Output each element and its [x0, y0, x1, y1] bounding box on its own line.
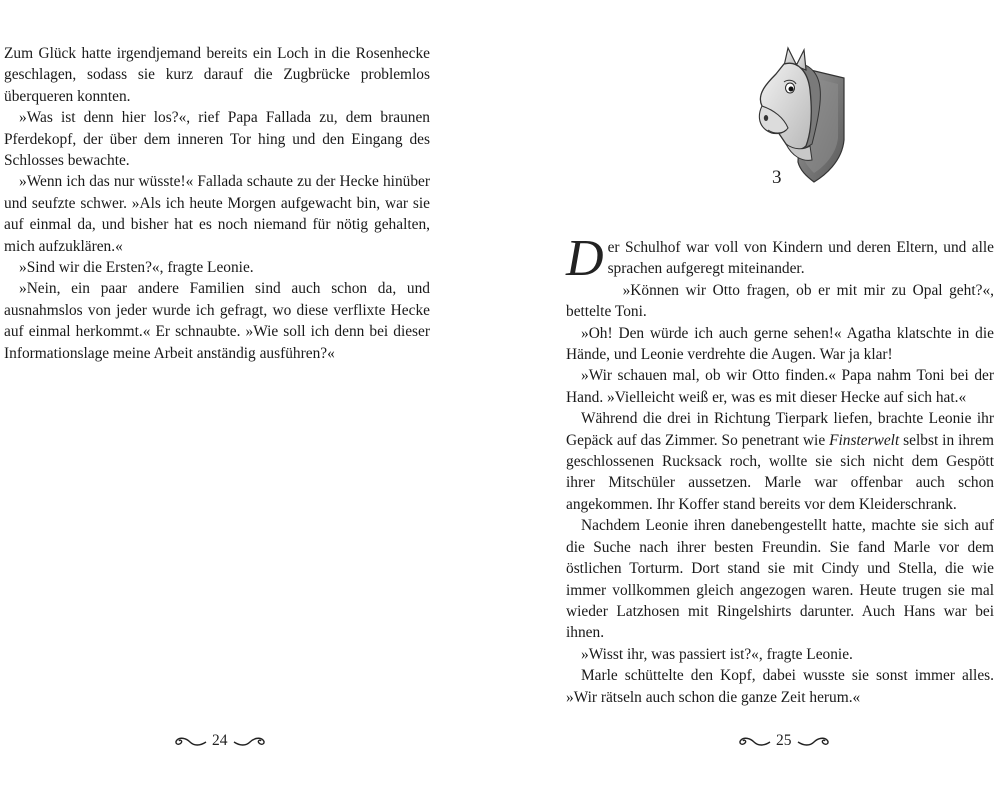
page-number: 24 [212, 732, 228, 749]
horse-head-trophy-icon [754, 44, 850, 186]
page-number-left [172, 729, 268, 753]
page-number-right [736, 729, 832, 753]
paragraph-text: Während die drei in Richtung Tierpark liefen, brachte Leonie ihr Gepäck auf das Zimmer. So penetrant wie [566, 410, 994, 449]
chapter-number: 3 [772, 167, 782, 188]
paragraph: Zum Glück hatte irgendjemand bereits ein Loch in die Rosenhecke geschlagen, sodass sie kurz darauf die Zugbrücke problemlos überqueren konnten. [4, 45, 430, 105]
page-number: 25 [776, 732, 792, 749]
flourish-ornament-icon [232, 734, 268, 748]
flourish-ornament-icon [736, 734, 772, 748]
paragraph: »Oh! Den würde ich auch gerne sehen!« Agatha klatschte in die Hände, und Leonie verdrehte die Augen. War ja klar! [566, 324, 994, 364]
paragraph [566, 408, 994, 515]
paragraph: »Wenn ich das nur wüsste!« Fallada schaute zu der Hecke hinüber und seufzte schwer. »Als ich heute Morgen aufgewacht bin, war sie auf einmal da, und bisher hat es noch niemand für nötig gehalten, mich aufzuklären.« [4, 173, 430, 255]
left-page-text [4, 43, 430, 364]
book-title: Finsterwelt [829, 431, 900, 449]
paragraph: »Können wir Otto fragen, ob er mit mir zu Opal geht?«, bettelte Toni. [566, 281, 994, 321]
right-page-text [566, 230, 994, 708]
paragraph-text: selbst in ihrem geschlossenen Rucksack roch, wollte sie sich nicht dem Gespött ihrer Mitschüler aussetzen. Marle war offenbar auch schon angekommen. Ihr Koffer stand bereits vor dem Kleiderschrank. [566, 431, 994, 513]
flourish-ornament-icon [172, 734, 208, 748]
paragraph: »Wisst ihr, was passiert ist?«, fragte Leonie. [581, 645, 853, 663]
flourish-ornament-icon [796, 734, 832, 748]
paragraph: Nachdem Leonie ihren danebengestellt hatte, machte sie sich auf die Suche nach ihrer besten Freundin. Sie fand Marle vor dem östlichen Torturm. Dort stand sie mit Cindy und Stella, die wie immer vollkommen gleich angezogen waren. Heute trugen sie mal wieder Latzhosen mit Ringelshirts darunter. Auch Hans war bei ihnen. [566, 517, 994, 642]
paragraph: »Was ist denn hier los?«, rief Papa Fallada zu, dem braunen Pferdekopf, der über dem inneren Tor hing und den Eingang des Schlosses bewachte. [4, 109, 430, 170]
paragraph: Marle schüttelte den Kopf, dabei wusste sie sonst immer alles. »Wir rätseln auch schon die ganze Zeit herum.« [566, 667, 994, 706]
drop-cap: D [566, 230, 602, 287]
right-page [500, 0, 1000, 800]
paragraph: »Nein, ein paar andere Familien sind auch schon da, und ausnahmslos von jeder wurde ich gefragt, wo diese verflixte Hecke auf einmal herkommt.« Er schnaubte. »Wie soll ich denn bei dieser Informationslage meine Arbeit anständig ausführen?« [4, 280, 430, 362]
paragraph: »Sind wir die Ersten?«, fragte Leonie. [19, 259, 254, 277]
paragraph: »Wir schauen mal, ob wir Otto finden.« Papa nahm Toni bei der Hand. »Vielleicht weiß er, was es mit dieser Hecke auf sich hat.« [566, 367, 994, 406]
paragraph-text: er Schulhof war voll von Kindern und deren Eltern, und alle sprachen aufgeregt miteinander. [607, 239, 994, 278]
paragraph [566, 230, 994, 287]
